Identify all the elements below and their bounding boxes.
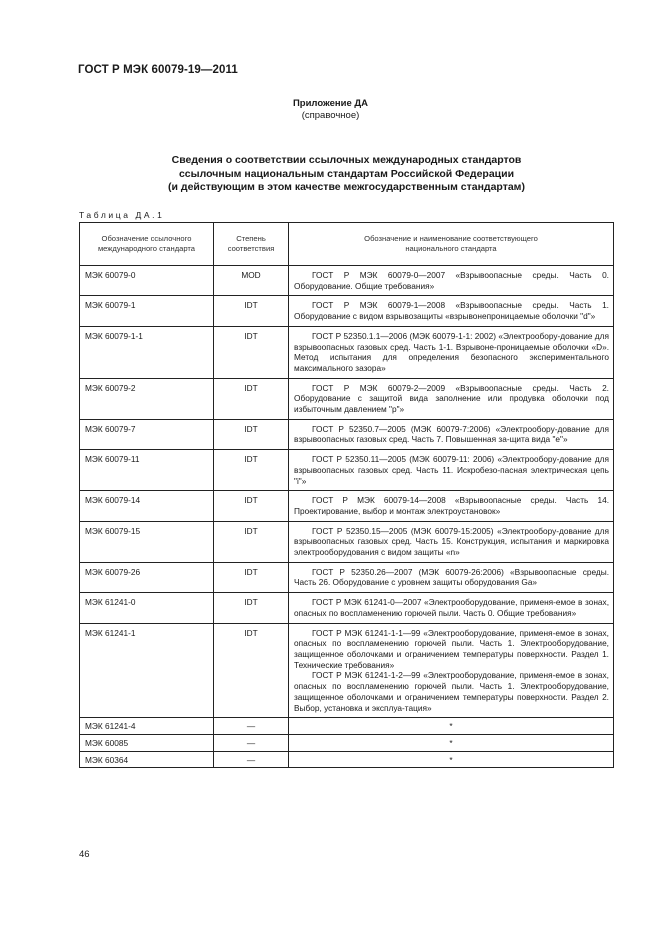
standard-paragraph: ГОСТ Р МЭК 60079-2—2009 «Взрывоопасные среды. Часть 2. Оборудование с защитой вида заполнение или продувка оболочки под избыточным давлением "р"» (294, 382, 609, 415)
standard-paragraph: ГОСТ Р 52350.15—2005 (МЭК 60079-15:2005) «Электрообору-дование для взрывоопасных газовых сред. Часть 15. Конструкция, испытания и маркировка электрооборудования с видом защиты «n» (294, 525, 609, 558)
cell-ref-standard: МЭК 60079-2 (80, 378, 214, 419)
table-row (80, 734, 614, 751)
cell-national-standard: * (289, 718, 614, 735)
page-number: 46 (79, 849, 90, 860)
standard-paragraph: ГОСТ Р МЭК 61241-1-1—99 «Электрооборудование, применя-емое в зонах, опасных по воспламенению горючей пыли. Часть 1. Электрооборудование, защищенное оболочками и ограничением температуры поверхности. Раздел 1. Технические требования» (294, 627, 609, 670)
cell-degree: MOD (214, 266, 289, 296)
section-title-line: ссылочным национальным стандартам Российской Федерации (178, 167, 515, 180)
standard-paragraph: ГОСТ Р МЭК 61241-0—2007 «Электрооборудование, применя-емое в зонах, опасных по воспламенению горючей пыли. Часть 0. Общие требования» (294, 597, 609, 618)
cell-degree: IDT (214, 450, 289, 491)
cell-ref-standard: МЭК 60079-1 (80, 296, 214, 326)
document-header: ГОСТ Р МЭК 60079-19—2011 (78, 64, 238, 76)
header-national-standard (289, 223, 614, 266)
cell-national-standard (289, 491, 614, 521)
table-row (80, 419, 614, 449)
cell-national-standard: * (289, 751, 614, 768)
standard-paragraph: ГОСТ Р МЭК 60079-14—2008 «Взрывоопасные среды. Часть 14. Проектирование, выбор и монтаж электроустановок» (294, 495, 609, 516)
cell-degree: — (214, 734, 289, 751)
section-title-line: (и действующим в этом качестве межгосударственным стандартам) (168, 181, 525, 193)
cell-degree: IDT (214, 623, 289, 718)
cell-ref-standard: МЭК 60079-0 (80, 266, 214, 296)
table-row (80, 266, 614, 296)
cell-ref-standard: МЭК 60079-14 (80, 491, 214, 521)
correspondence-table (79, 222, 614, 768)
cell-degree: IDT (214, 562, 289, 592)
header-line: международного стандарта (97, 244, 196, 253)
table-row (80, 296, 614, 326)
table-row (80, 562, 614, 592)
header-line: национального стандарта (405, 244, 497, 253)
appendix-heading (0, 98, 661, 122)
cell-national-standard (289, 593, 614, 623)
table-header-row (80, 223, 614, 266)
table-row (80, 491, 614, 521)
cell-national-standard (289, 419, 614, 449)
cell-ref-standard: МЭК 60079-26 (80, 562, 214, 592)
standard-paragraph: ГОСТ Р 52350.1.1—2006 (МЭК 60079-1-1: 2002) «Электрообору-дование для взрывоопасных газовых сред. Часть 1-1. Взрывоне-проницаемые оболочки «D». Метод испытания для определения безопасного экспериментального максимального зазора» (294, 330, 609, 373)
cell-ref-standard: МЭК 61241-4 (80, 718, 214, 735)
table-row (80, 450, 614, 491)
table-row (80, 751, 614, 768)
standard-paragraph: ГОСТ Р МЭК 60079-0—2007 «Взрывоопасные среды. Часть 0. Оборудование. Общие требования» (294, 270, 609, 291)
cell-ref-standard: МЭК 61241-1 (80, 623, 214, 718)
cell-national-standard (289, 266, 614, 296)
standard-paragraph: ГОСТ Р МЭК 61241-1-2—99 «Электрооборудование, применя-емое в зонах, опасных по воспламенению горючей пыли. Часть 1. Электрооборудование, защищенное оболочками и ограничением температуры поверхности. Раздел 2. Выбор, установка и эксплуа-тация» (294, 670, 609, 713)
table-row (80, 521, 614, 562)
cell-degree: — (214, 718, 289, 735)
table-caption: Таблица ДА.1 (79, 210, 165, 220)
cell-ref-standard: МЭК 60085 (80, 734, 214, 751)
header-line: Степень (236, 233, 266, 243)
cell-degree: IDT (214, 491, 289, 521)
standard-paragraph: ГОСТ Р 52350.11—2005 (МЭК 60079-11: 2006) «Электрообору-дование для взрывоопасных газовых сред. Часть 11. Искробезо-пасная электрическая цепь "i"» (294, 454, 609, 486)
cell-ref-standard: МЭК 60079-11 (80, 450, 214, 491)
section-title (0, 154, 661, 195)
cell-degree: IDT (214, 296, 289, 326)
section-title-line: Сведения о соответствии ссылочных международных стандартов (171, 154, 522, 166)
cell-national-standard (289, 562, 614, 592)
table-row (80, 378, 614, 419)
header-ref-standard (80, 223, 214, 266)
cell-national-standard (289, 296, 614, 326)
cell-degree: IDT (214, 326, 289, 378)
cell-national-standard (289, 450, 614, 491)
cell-ref-standard: МЭК 60364 (80, 751, 214, 768)
cell-ref-standard: МЭК 60079-1-1 (80, 326, 214, 378)
table-row (80, 326, 614, 378)
header-line: Обозначение и наименование соответствующего (364, 233, 538, 243)
cell-ref-standard: МЭК 60079-15 (80, 521, 214, 562)
header-line: соответствия (227, 244, 275, 253)
header-line: Обозначение ссылочного (101, 233, 192, 243)
standard-paragraph: ГОСТ Р 52350.7—2005 (МЭК 60079-7:2006) «Электрообору-дование для взрывоопасных газовых сред. Часть 7. Повышенная за-щита вида "е"» (294, 423, 609, 445)
cell-degree: IDT (214, 419, 289, 449)
cell-ref-standard: МЭК 60079-7 (80, 419, 214, 449)
cell-degree: — (214, 751, 289, 768)
appendix-title: Приложение ДА (292, 98, 369, 109)
table-row (80, 593, 614, 623)
cell-national-standard (289, 623, 614, 718)
header-degree (214, 223, 289, 266)
cell-national-standard (289, 326, 614, 378)
standard-paragraph: ГОСТ Р 52350.26—2007 (МЭК 60079-26:2006) «Взрывоопасные среды. Часть 26. Оборудование с уровнем защиты оборудования Ga» (294, 566, 609, 588)
cell-national-standard: * (289, 734, 614, 751)
cell-national-standard (289, 521, 614, 562)
cell-ref-standard: МЭК 61241-0 (80, 593, 214, 623)
cell-degree: IDT (214, 378, 289, 419)
cell-national-standard (289, 378, 614, 419)
cell-degree: IDT (214, 593, 289, 623)
table-row (80, 718, 614, 735)
appendix-subtitle: (справочное) (301, 110, 360, 121)
standard-paragraph: ГОСТ Р МЭК 60079-1—2008 «Взрывоопасные среды. Часть 1. Оборудование с видом взрывозащиты «взрывонепроницаемые оболочки "d"» (294, 300, 609, 322)
cell-degree: IDT (214, 521, 289, 562)
table-row (80, 623, 614, 718)
